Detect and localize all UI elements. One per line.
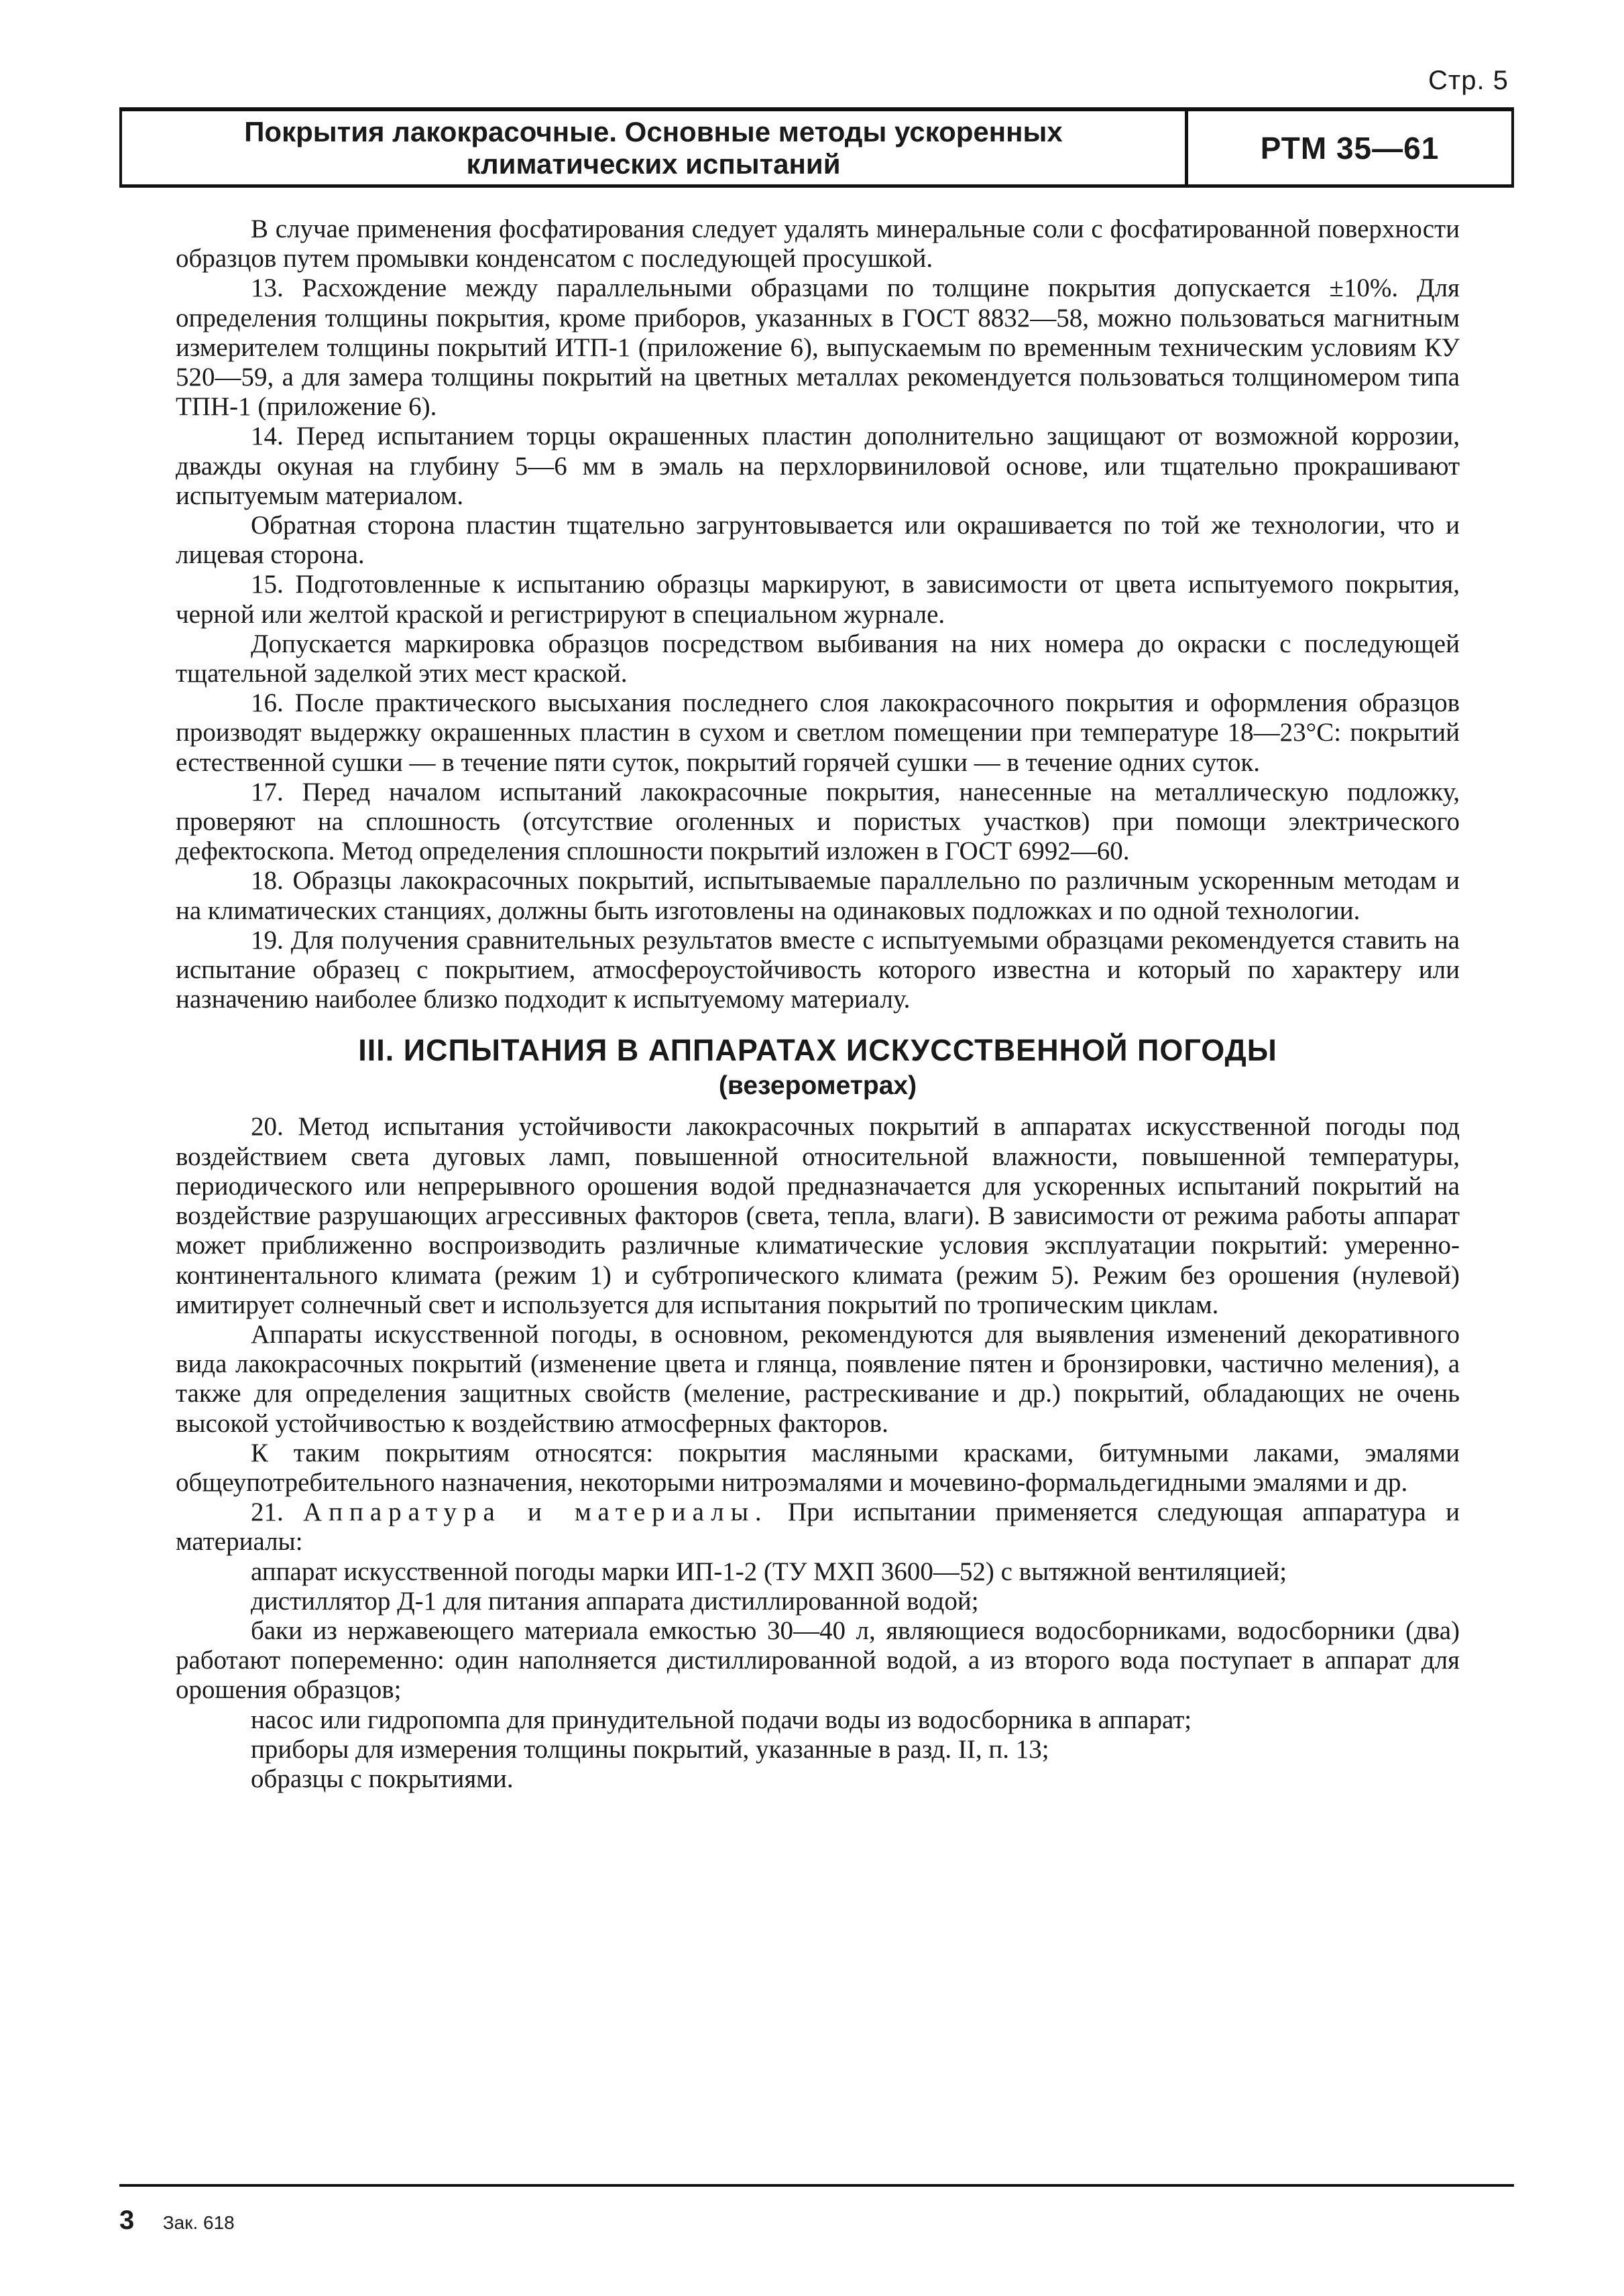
document-body: [176, 215, 1460, 1794]
footer: [119, 2206, 235, 2236]
paragraph-19: 19. Для получения сравнительных результатов вместе с испытуемыми образцами рекомендуется ставить на испытание образец с покрытием, атмосфероустойчивость которого известна и который по характеру или назначению наиболее близко подходит к испытуемому материалу.: [176, 925, 1460, 1014]
header-title-line-2: климатических испытаний: [466, 147, 841, 180]
paragraph-14: 14. Перед испытанием торцы окрашенных пластин дополнительно защищают от возможной коррозии, дважды окуная на глубину 5—6 мм в эмаль на перхлорвиниловой основе, или тщательно прокрашивают испытуемым материалом.: [176, 422, 1460, 510]
section-heading: III. ИСПЫТАНИЯ В АППАРАТАХ ИСКУССТВЕННОЙ ПОГОДЫ: [358, 1033, 1277, 1068]
paragraph-18: 18. Образцы лакокрасочных покрытий, испытываемые параллельно по различным ускоренным методам и на климатических станциях, должны быть изготовлены на одинаковых подложках и по одной технологии.: [176, 866, 1460, 925]
list-item: дистиллятор Д-1 для питания аппарата дистиллированной водой;: [251, 1586, 979, 1616]
paragraph: К таким покрытиям относятся: покрытия масляными красками, битумными лаками, эмалями общеупотребительного назначения, некоторыми нитроэмалями и мочевино-формальдегидными эмалями и др.: [176, 1438, 1460, 1497]
section-subheading: (везерометрах): [718, 1071, 917, 1101]
order-number: Зак. 618: [162, 2212, 235, 2233]
paragraph: Обратная сторона пластин тщательно загрунтовывается или окрашивается по той же технологии, что и лицевая сторона.: [176, 511, 1460, 570]
paragraph-text: При испытании применяется следующая аппаратура и материалы:: [176, 1498, 1460, 1557]
header-title: [122, 111, 1185, 184]
list-item: приборы для измерения толщины покрытий, указанные в разд. II, п. 13;: [251, 1734, 1049, 1764]
list-item: насос или гидропомпа для принудительной подачи воды из водосборника в аппарат;: [251, 1705, 1192, 1734]
list-item: аппарат искусственной погоды марки ИП-1-2 (ТУ МХП 3600—52) с вытяжной вентиляцией;: [251, 1557, 1287, 1586]
paragraph-21: [176, 1498, 1460, 1557]
paragraph-16: 16. После практического высыхания последнего слоя лакокрасочного покрытия и оформления образцов производят выдержку окрашенных пластин в сухом и светлом помещении при температуре 18—23°С: покрытий естественной сушки — в течение пяти суток, покрытий горячей сушки — в течение одних суток.: [176, 688, 1460, 777]
header-title-line-1: Покрытия лакокрасочные. Основные методы ускоренных: [244, 115, 1063, 147]
paragraph-20: 20. Метод испытания устойчивости лакокрасочных покрытий в аппаратах искусственной погоды под воздействием света дуговых ламп, повышенной относительной влажности, повышенной температуры, периодического или непрерывного орошения водой предназначается для ускоренных испытаний покрытий на воздействие разрушающих агрессивных факторов (света, тепла, влаги). В зависимости от режима работы аппарат может приближенно воспроизводить различные климатические условия эксплуатации покрытий: умеренно-континентального климата (режим 1) и субтропического климата (режим 5). Режим без орошения (нулевой) имитирует солнечный свет и используется для испытания покрытий по тропическим циклам.: [176, 1112, 1460, 1319]
spaced-heading: Аппаратура и материалы.: [302, 1498, 768, 1527]
paragraph: Аппараты искусственной погоды, в основном, рекомендуются для выявления изменений декоративного вида лакокрасочных покрытий (изменение цвета и глянца, появление пятен и бронзировки, частично меления), а также для определения защитных свойств (меление, растрескивание и др.) покрытий, обладающих не очень высокой устойчивостью к воздействию атмосферных факторов.: [176, 1319, 1460, 1438]
list-item: образцы с покрытиями.: [251, 1764, 514, 1793]
document-code: РТМ 35—61: [1260, 130, 1440, 166]
document-header: [119, 107, 1514, 188]
paragraph: Допускается маркировка образцов посредством выбивания на них номера до окраски с последующей тщательной заделкой этих мест краской.: [176, 629, 1460, 688]
list-item: баки из нержавеющего материала емкостью 30—40 л, являющиеся водосборниками, водосборники (два) работают попеременно: один наполняется дистиллированной водой, а из второго вода поступает в аппарат для орошения образцов;: [176, 1616, 1460, 1705]
bottom-rule: [119, 2184, 1514, 2187]
item-number: 21.: [251, 1498, 284, 1527]
paragraph-15: 15. Подготовленные к испытанию образцы маркируют, в зависимости от цвета испытуемого покрытия, черной или желтой краской и регистрируют в специальном журнале.: [176, 570, 1460, 629]
paragraph-13: 13. Расхождение между параллельными образцами по толщине покрытия допускается ±10%. Для определения толщины покрытия, кроме приборов, указанных в ГОСТ 8832—58, можно пользоваться магнитным измерителем толщины покрытий ИТП-1 (приложение 6), выпускаемым по временным техническим условиям КУ 520—59, а для замера толщины покрытий на цветных металлах рекомендуется пользоваться толщиномером типа ТПН-1 (приложение 6).: [176, 274, 1460, 422]
signature-mark: 3: [119, 2206, 135, 2235]
paragraph: В случае применения фосфатирования следует удалять минеральные соли с фосфатированной поверхности образцов путем промывки конденсатом с последующей просушкой.: [176, 215, 1460, 274]
paragraph-17: 17. Перед началом испытаний лакокрасочные покрытия, нанесенные на металлическую подложку, проверяют на сплошность (отсутствие оголенных и пористых участков) при помощи электрического дефектоскопа. Метод определения сплошности покрытий изложен в ГОСТ 6992—60.: [176, 777, 1460, 866]
page-number: Стр. 5: [1428, 66, 1509, 95]
